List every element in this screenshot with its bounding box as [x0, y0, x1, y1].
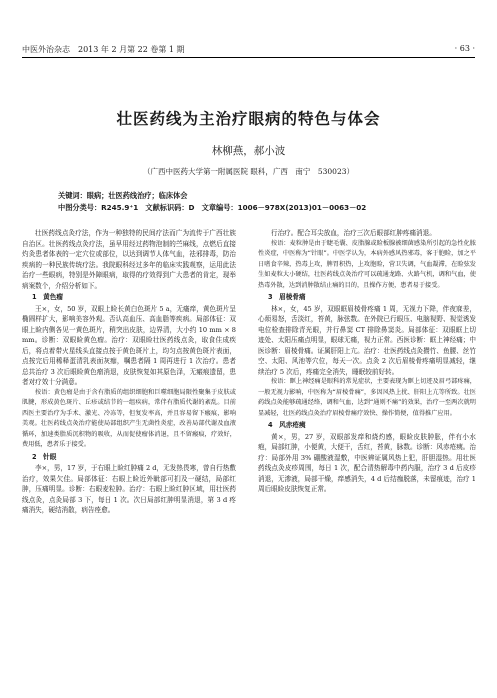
body-paragraph: 行治疗。配合耳尖放血，治疗三次后眼部红肿疼痛消退。 [271, 229, 436, 237]
commentary-paragraph: 按语：眶上神经痛是眼科的常见症状，主要表现为眶上切迹及眉弓部疼痛，一般无视力影响，中医称为“眉棱骨痛”，多因风热上扰、肝阳上亢等所致。壮医药线点灸能够疏通经络，调和气血，达到“通则不痛”的效果，治疗一至两次就明显减轻，壮医药线点灸治疗眉棱骨痛疗效快、操作简便，值得推广应用。 [258, 378, 476, 417]
running-header [22, 40, 475, 56]
left-column [22, 228, 236, 516]
section-heading: 4 风赤疮痍 [268, 421, 306, 429]
right-column [258, 228, 476, 495]
author-line: 林柳燕，郝小波 [211, 145, 286, 157]
section-heading: 2 针眼 [32, 452, 57, 461]
classification: 中图分类号：R245.9⁺1 文献标识码：D 文章编号：1006－978X(2013)01－0063－02 [58, 203, 367, 212]
commentary-paragraph: 按语：麦粒肿是由于睫毛囊、皮脂腺或睑板腺被细菌感染所引起的急性化脓性炎症，中医称为“针眼”。中医学认为，本病外感风热邪毒，客于胞睑，加之平日嗜食辛辣，热毒上攻，脾胃积热，上攻胞睑，营卫失调，气血凝滞，在睑弦发生如麦粒大小硬结，壮医药线点灸治疗可以疏通龙路、火路气机，调和气血，使热毒外散，达到消肿散结止痛的目的，且操作方便，患者易于接受。 [258, 239, 476, 289]
affiliation: （广西中医药大学第一附属医院 眼科，广西 南宁 530023） [142, 167, 354, 176]
commentary-paragraph: 按语：黄色瘤是由于含有脂质的组织细胞和巨噬细胞局限性聚集于皮肤或肌腱，形成黄色斑片、丘疹或结节的一组疾病，常伴有脂质代谢的紊乱。目前西医主要治疗为手术、激光、冷冻等，但复发率高，并且容易留下瘢痕，影响美观。壮医药线点灸治疗能使局部组织产生无菌性炎症，改善局部代谢及血液循环，加速类脂质沉积物的吸收，从而促使瘤体消退，且不留瘢痕，疗效好，费用低，患者乐于接受。 [22, 388, 236, 448]
body-paragraph: 壮医药线点灸疗法，作为一种独特的民间疗法而广为流传于广西壮族自治区。壮医药线点灸疗法，虽早用经过药物泡制的苎麻线，点燃后直接灼灸患者体表的一定穴位或部位，以达到调节人体气血，祛邪排毒，防治疾病的一种民族传统疗法。我院眼科经过多年的临床实践观察，运用此法治疗一些眼病，特别是外障眼病，取得的疗效得到广大患者的肯定，现举病案数个，介绍分析如下。 [22, 229, 236, 290]
header-rule [22, 57, 475, 58]
section-heading: 1 黄色瘤 [32, 293, 63, 301]
keywords: 关键词：眼病；壮医药线治疗；临床体会 [58, 191, 188, 200]
body-paragraph: 黄×，男，27 岁，双眼部发痒和烧灼感，眼睑皮肤肿胀，伴有小水疱，局部红肿，小便黄，大便干，舌红，苔黄，脉数。诊断：风赤疮痍。治疗：局部外用 3% 硼酸液湿敷，中医辨证属风热上犯，肝胆湿热。用壮医药线点灸皮疹周围，每日 1 次，配合清热解毒中药内服，治疗 3 d 后皮疹消退，无渗液，局部干燥，痒感消失，4 d 后结痂脱落，未留痕迹，治疗 1 周后眼睑皮肤恢复正常。 [258, 432, 476, 493]
body-paragraph: 李×，男，17 岁，于右眼上睑红肿痛 2 d，无发热畏寒，曾自行热敷治疗，效果欠佳。局部体征：右眼上睑近外眦部可扪及一硬结，局部红肿，压痛明显。诊断：右眼麦粒肿。治疗：右眼上睑红肿区域，用壮医药线点灸，点灸局部 3 下，每日 1 次。次日局部红肿明显消退，第 3 d 疼痛消失，硬结消散，病告痊愈。 [22, 464, 236, 514]
body-paragraph: 王×，女，50 岁，双眼上睑长黄白色斑片 5 a，无瘙痒，黄色斑片呈椭圆样扩大，影响美容外观。否认高血压、高血脂等疾病。局部体征：双眼上睑内侧各见一黄色斑片，稍突出皮肤，边界清，大小约 10 mm × 8 mm。诊断：双眼睑黄色瘤。治疗：双眼睑壮医药线点灸，取食住成疾后，将点着带火星线头直接点按于黄色斑片上，均匀点按黄色斑片表面，点按完后用稀释蛋清乳表面灰痂，嘱患者隔 1 周再进行 1 次治疗。患者总共治疗 3 次后眼睑黄色瘤消退，皮肤恢复如其原色泽，无瘢痕遗留，患者对疗效十分满意。 [22, 304, 236, 386]
page-number: · 63 · [454, 44, 475, 53]
journal-info: 中医外治杂志 2013 年 2 月第 22 卷第 1 期 [22, 45, 185, 54]
section-heading: 3 眉棱骨痛 [268, 293, 306, 301]
article-title: 壮医药线为主治疗眼病的特色与体会 [116, 110, 381, 128]
body-paragraph: 林×，女，45 岁，双眼眶眉棱骨疼痛 1 周，无视力下降，伴夜寐差，心烦易怒，舌淡红，苔黄，脉弦数。在外院已行眼压、电脑视野、视觉诱发电位检查排除青光眼，并行鼻窦 CT 排除鼻窦炎。局部体征：双眼眶上切迹处、太阳压痛点明显，眼球无痛，视力正常。西医诊断：眶上神经痛；中医诊断：眉棱骨痛。证属肝阳上亢。治疗：壮医药线点灸攒竹、鱼腰、丝竹空、太阳、风池等穴位，每天一次。点灸 2 次后眉棱骨疼痛明显减轻，继续治疗 5 次后，疼痛完全消失，睡眠较前好转。 [258, 304, 476, 376]
